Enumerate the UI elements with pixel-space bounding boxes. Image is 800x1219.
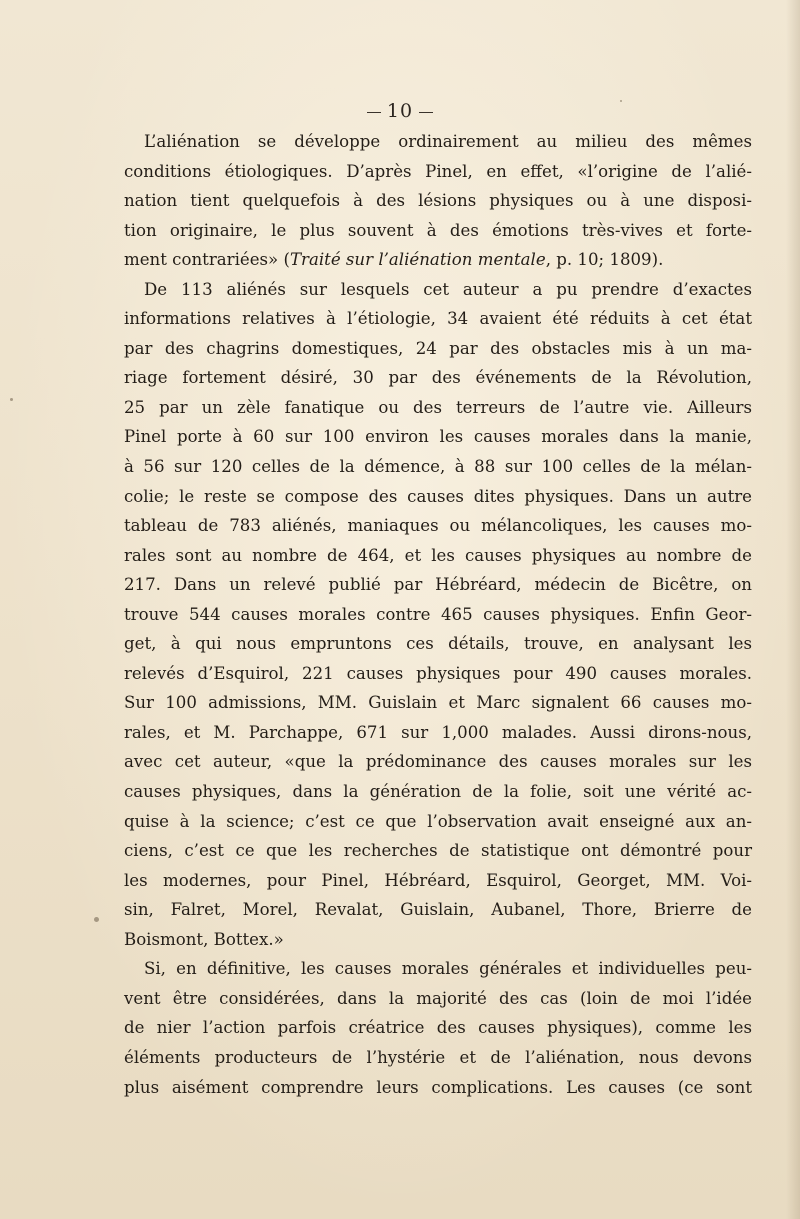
text-line: De 113 aliénés sur lesquels cet auteur a pu prendre d’exactes (144, 279, 752, 299)
paper-speck (10, 398, 13, 401)
page-number-dash-right (419, 112, 433, 113)
text-line: ciens, c’est ce que les recherches de statistique ont démontré pour (124, 841, 752, 861)
text-line: tableau de 783 aliénés, maniaques ou mélancoliques, les causes mo- (124, 516, 752, 536)
text-line: tion originaire, le plus souvent à des émotions très-vives et forte- (124, 220, 752, 240)
text-line: à 56 sur 120 celles de la démence, à 88 sur 100 celles de la mélan- (124, 457, 752, 477)
text-line: quise à la science; c’est ce que l’observation avait enseigné aux an- (124, 811, 752, 831)
text-line: trouve 544 causes morales contre 465 causes physiques. Enfin Geor- (124, 604, 752, 624)
text-segment: , p. 10; 1809). (545, 250, 664, 270)
italic-title: Traité sur l’aliénation mentale (289, 250, 546, 270)
text-line: causes physiques, dans la génération de la folie, soit une vérité ac- (124, 782, 752, 802)
text-line: sin, Falret, Morel, Revalat, Guislain, Aubanel, Thore, Brierre de (124, 900, 752, 920)
text-line: avec cet auteur, «que la prédominance des causes morales sur les (124, 752, 752, 772)
text-line: rales sont au nombre de 464, et les causes physiques au nombre de (124, 545, 752, 565)
text-line: Pinel porte à 60 sur 100 environ les causes morales dans la manie, (124, 427, 752, 447)
text-line: conditions étiologiques. D’après Pinel, en effet, «l’origine de l’alié- (124, 161, 752, 181)
text-line: vent être considérées, dans la majorité des cas (loin de moi l’idée (124, 988, 752, 1008)
text-line: rales, et M. Parchappe, 671 sur 1,000 malades. Aussi dirons-nous, (124, 722, 752, 742)
body-text (124, 127, 752, 1102)
text-line (124, 245, 752, 275)
text-line: riage fortement désiré, 30 par des événements de la Révolution, (124, 368, 752, 388)
paper-speck (94, 917, 99, 922)
text-line: par des chagrins domestiques, 24 par des obstacles mis à un ma- (124, 338, 752, 358)
page-number-dash-left (367, 112, 381, 113)
text-line: get, à qui nous empruntons ces détails, trouve, en analysant les (124, 634, 752, 654)
text-line: Sur 100 admissions, MM. Guislain et Marc signalent 66 causes mo- (124, 693, 752, 713)
text-line: 25 par un zèle fanatique ou des terreurs de l’autre vie. Ailleurs (124, 397, 752, 417)
text-line: éléments producteurs de l’hystérie et de l’aliénation, nous devons (124, 1047, 752, 1067)
page-edge-shadow (786, 0, 800, 1219)
text-line: 217. Dans un relevé publié par Hébréard, médecin de Bicêtre, on (124, 575, 752, 595)
text-line: plus aisément comprendre leurs complications. Les causes (ce sont (124, 1077, 752, 1097)
text-segment: ment contrariées» ( (124, 250, 290, 270)
page-number (0, 100, 800, 122)
text-line: relevés d’Esquirol, 221 causes physiques pour 490 causes morales. (124, 663, 752, 683)
text-line: de nier l’action parfois créatrice des causes physiques), comme les (124, 1018, 752, 1038)
paper-speck (620, 100, 622, 102)
text-line: Boismont, Bottex.» (124, 929, 284, 949)
page-number-value: 10 (386, 100, 414, 122)
text-line: informations relatives à l’étiologie, 34 avaient été réduits à cet état (124, 309, 752, 329)
text-line: les modernes, pour Pinel, Hébréard, Esquirol, Georget, MM. Voi- (124, 870, 752, 890)
text-line: colie; le reste se compose des causes dites physiques. Dans un autre (124, 486, 752, 506)
text-line: L’aliénation se développe ordinairement au milieu des mêmes (144, 132, 752, 151)
text-line: Si, en définitive, les causes morales générales et individuelles peu- (144, 959, 752, 979)
text-line: nation tient quelquefois à des lésions physiques ou à une disposi- (124, 191, 752, 211)
